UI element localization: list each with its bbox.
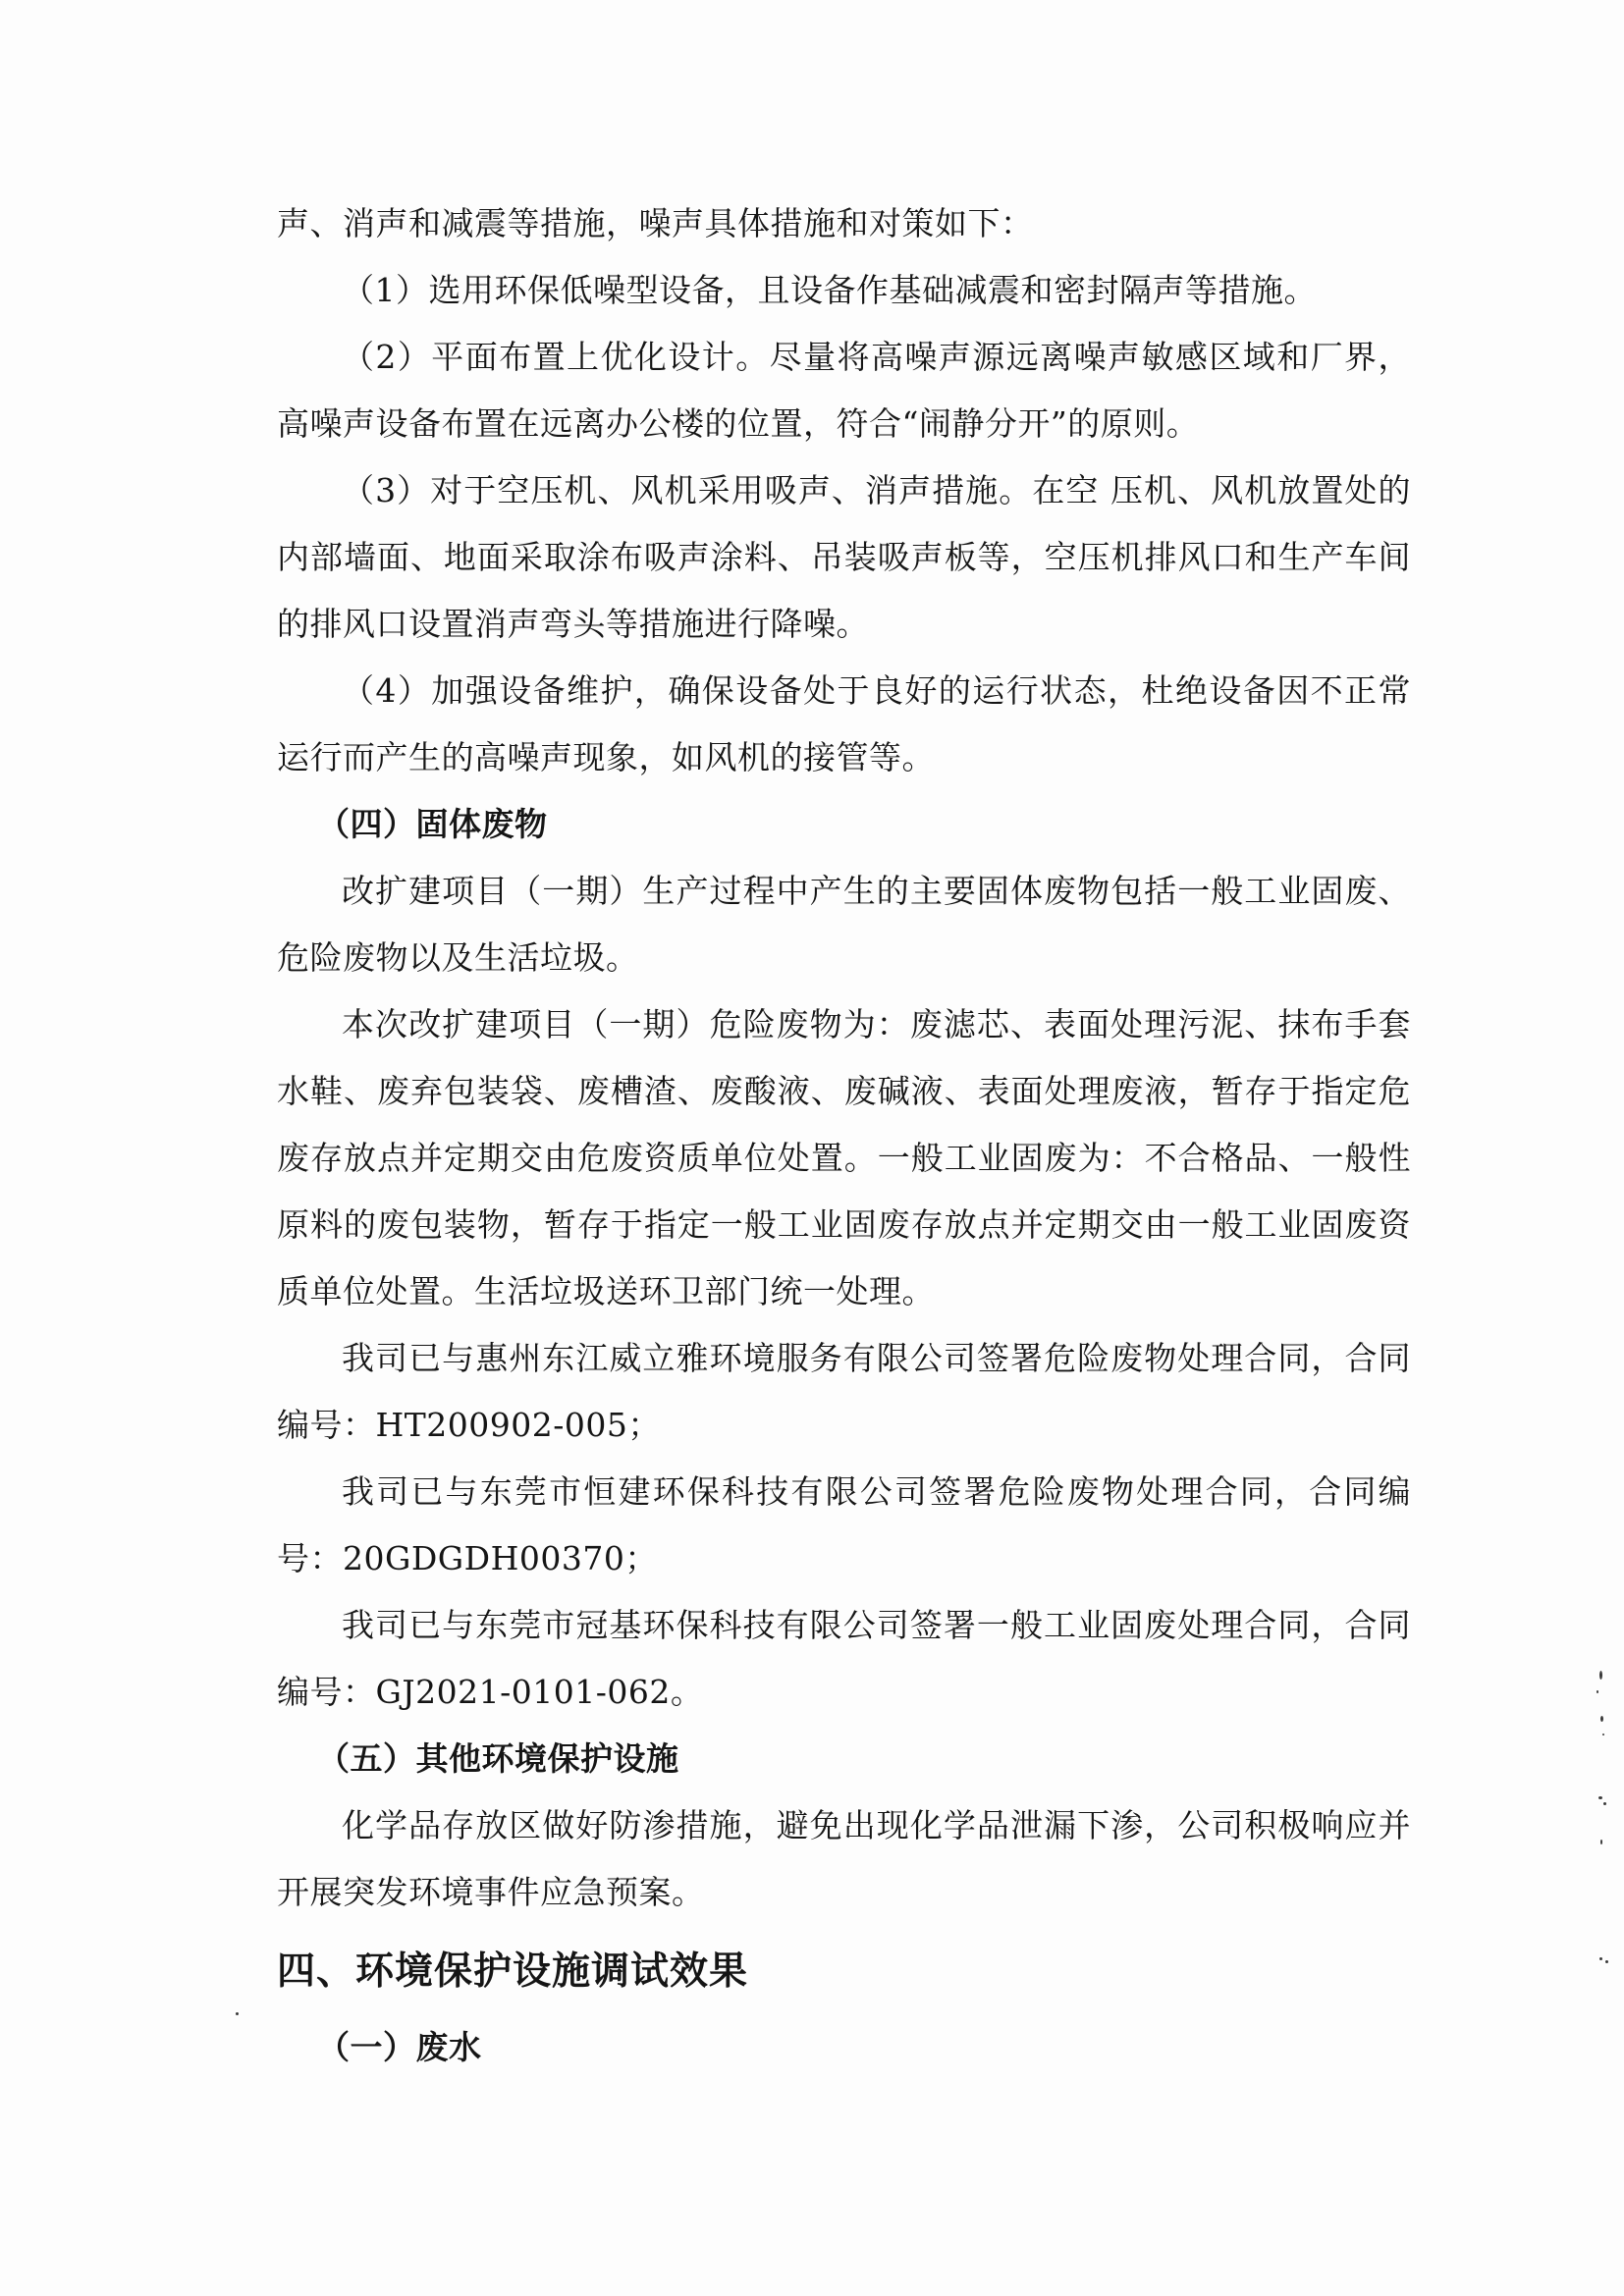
scan-mark: [1598, 1796, 1602, 1799]
chemical-storage-measures: 化学品存放区做好防渗措施，避免出现化学品泄漏下渗，公司积极响应并开展突发环境事件应急预案。: [277, 1806, 1411, 1911]
scan-mark: [1605, 1960, 1608, 1963]
scan-mark: [1599, 1671, 1602, 1680]
scan-mark: [1602, 1734, 1604, 1735]
section-heading-wastewater: （一）废水: [317, 2028, 482, 2066]
contract-huizhou-dongjiang: 我司已与惠州东江威立雅环境服务有限公司签署危险废物处理合同，合同编号：HT200902-005；: [277, 1339, 1411, 1444]
scan-mark: [1600, 1840, 1602, 1844]
document-body: [277, 190, 1411, 2081]
hazardous-waste-details: 本次改扩建项目（一期）危险废物为：废滤芯、表面处理污泥、抹布手套水鞋、废弃包装袋、废槽渣、废酸液、废碱液、表面处理废液，暂存于指定危废存放点并定期交由危废资质单位处置。一般工业固废为：不合格品、一般性原料的废包装物，暂存于指定一般工业固废存放点并定期交由一般工业固废资质单位处置。生活垃圾送环卫部门统一处理。: [277, 1005, 1411, 1310]
noise-measures-intro: 声、消声和减震等措施，噪声具体措施和对策如下：: [277, 204, 1034, 242]
solid-waste-overview: 改扩建项目（一期）生产过程中产生的主要固体废物包括一般工业固废、危险废物以及生活垃圾。: [277, 872, 1411, 977]
section-heading-other-facilities: （五）其他环境保护设施: [317, 1739, 679, 1778]
contract-dongguan-hengjian: 我司已与东莞市恒建环保科技有限公司签署危险废物处理合同，合同编号：20GDGDH00370；: [277, 1472, 1411, 1577]
section-heading-solid-waste: （四）固体废物: [317, 805, 548, 843]
noise-measure-4: （4）加强设备维护，确保设备处于良好的运行状态，杜绝设备因不正常运行而产生的高噪声现象，如风机的接管等。: [277, 671, 1411, 776]
noise-measure-1: （1）选用环保低噪型设备，且设备作基础减震和密封隔声等措施。: [342, 271, 1317, 309]
chapter-heading-debugging-effect: 四、环境保护设施调试效果: [277, 1949, 749, 1994]
noise-measure-2: （2）平面布置上优化设计。尽量将高噪声源远离噪声敏感区域和厂界，高噪声设备布置在远离办公楼的位置，符合“闹静分开”的原则。: [277, 338, 1411, 443]
scan-mark: [1599, 1957, 1602, 1960]
scan-mark: [236, 2012, 239, 2015]
noise-measure-3: （3）对于空压机、风机采用吸声、消声措施。在空 压机、风机放置处的内部墙面、地面采取涂布吸声涂料、吊装吸声板等，空压机排风口和生产车间的排风口设置消声弯头等措施进行降噪。: [277, 471, 1411, 643]
contract-dongguan-guanji: 我司已与东莞市冠基环保科技有限公司签署一般工业固废处理合同，合同编号：GJ2021-0101-062。: [277, 1606, 1411, 1711]
scan-mark: [1603, 1802, 1606, 1805]
scan-mark: [1597, 1690, 1598, 1693]
scan-mark: [1600, 1716, 1603, 1722]
